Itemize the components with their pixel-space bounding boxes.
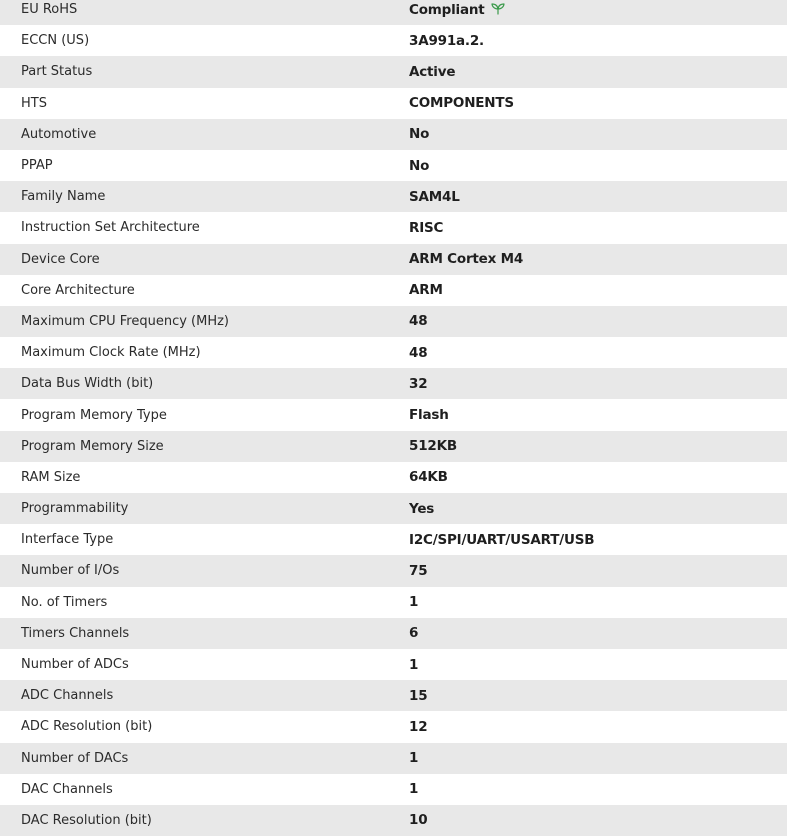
spec-row	[0, 56, 787, 87]
spec-value: 75	[409, 555, 787, 586]
spec-label: Maximum CPU Frequency (MHz)	[0, 306, 409, 337]
leaf-icon	[491, 3, 505, 15]
spec-row	[0, 555, 787, 586]
spec-value: 12	[409, 718, 428, 735]
spec-value: I2C/SPI/UART/USART/USB	[409, 531, 595, 548]
spec-label: Data Bus Width (bit)	[0, 368, 409, 399]
spec-value: 1	[409, 656, 419, 673]
spec-label: Number of DACs	[0, 743, 409, 774]
spec-value: No	[409, 119, 787, 150]
spec-value: 64KB	[409, 469, 448, 486]
spec-value: 1	[409, 594, 419, 611]
spec-value: 48	[409, 344, 428, 361]
spec-label: Program Memory Size	[0, 431, 409, 462]
spec-value: 10	[409, 805, 787, 836]
spec-label: Maximum Clock Rate (MHz)	[21, 345, 201, 361]
spec-row	[0, 181, 787, 212]
spec-value: RISC	[409, 219, 444, 236]
spec-value: 1	[409, 743, 787, 774]
spec-value: 15	[409, 680, 787, 711]
spec-row	[0, 649, 787, 680]
spec-value: 32	[409, 368, 787, 399]
spec-value: 1	[409, 781, 419, 798]
spec-label: Number of ADCs	[21, 657, 129, 673]
spec-label: No. of Timers	[21, 594, 108, 610]
spec-label: ADC Resolution (bit)	[21, 719, 153, 735]
spec-label: ECCN (US)	[21, 33, 90, 49]
spec-label: Device Core	[0, 244, 409, 275]
spec-label: DAC Channels	[21, 781, 113, 797]
spec-label: PPAP	[21, 158, 53, 174]
spec-value: 512KB	[409, 431, 787, 462]
spec-row	[0, 462, 787, 493]
spec-label: DAC Resolution (bit)	[0, 805, 409, 836]
spec-value: Flash	[409, 407, 449, 424]
spec-row	[0, 524, 787, 555]
spec-value: Yes	[409, 493, 787, 524]
spec-row	[0, 743, 787, 774]
spec-row	[0, 618, 787, 649]
spec-row	[0, 0, 787, 25]
spec-row	[0, 275, 787, 306]
spec-label: Interface Type	[21, 532, 114, 548]
spec-row	[0, 306, 787, 337]
spec-row	[0, 119, 787, 150]
spec-row	[0, 805, 787, 836]
spec-value: COMPONENTS	[409, 95, 514, 112]
spec-value: SAM4L	[409, 181, 787, 212]
spec-row	[0, 587, 787, 618]
spec-label: Automotive	[0, 119, 409, 150]
spec-value: 48	[409, 306, 787, 337]
spec-label: Timers Channels	[0, 618, 409, 649]
spec-label: HTS	[21, 95, 47, 111]
spec-row	[0, 399, 787, 430]
spec-row	[0, 493, 787, 524]
spec-label: Part Status	[0, 56, 409, 87]
spec-label: Family Name	[0, 181, 409, 212]
spec-row	[0, 711, 787, 742]
spec-row	[0, 244, 787, 275]
spec-row	[0, 774, 787, 805]
spec-row	[0, 150, 787, 181]
spec-label: Program Memory Type	[21, 407, 167, 423]
spec-value: ARM Cortex M4	[409, 244, 787, 275]
spec-row	[0, 431, 787, 462]
spec-value: 3A991a.2.	[409, 32, 484, 49]
spec-value: Active	[409, 56, 787, 87]
spec-value: Compliant	[409, 1, 485, 18]
spec-label: Programmability	[0, 493, 409, 524]
spec-row	[0, 680, 787, 711]
spec-row	[0, 212, 787, 243]
spec-label: Core Architecture	[21, 282, 135, 298]
spec-value: ARM	[409, 282, 443, 299]
spec-row	[0, 25, 787, 56]
spec-label: EU RoHS	[0, 0, 409, 25]
spec-row	[0, 88, 787, 119]
spec-label: ADC Channels	[0, 680, 409, 711]
spec-value-cell	[409, 0, 787, 25]
spec-value: 6	[409, 618, 787, 649]
spec-label: Instruction Set Architecture	[21, 220, 200, 236]
spec-label: Number of I/Os	[0, 555, 409, 586]
spec-row	[0, 368, 787, 399]
spec-value: No	[409, 157, 430, 174]
spec-row	[0, 337, 787, 368]
spec-label: RAM Size	[21, 469, 81, 485]
